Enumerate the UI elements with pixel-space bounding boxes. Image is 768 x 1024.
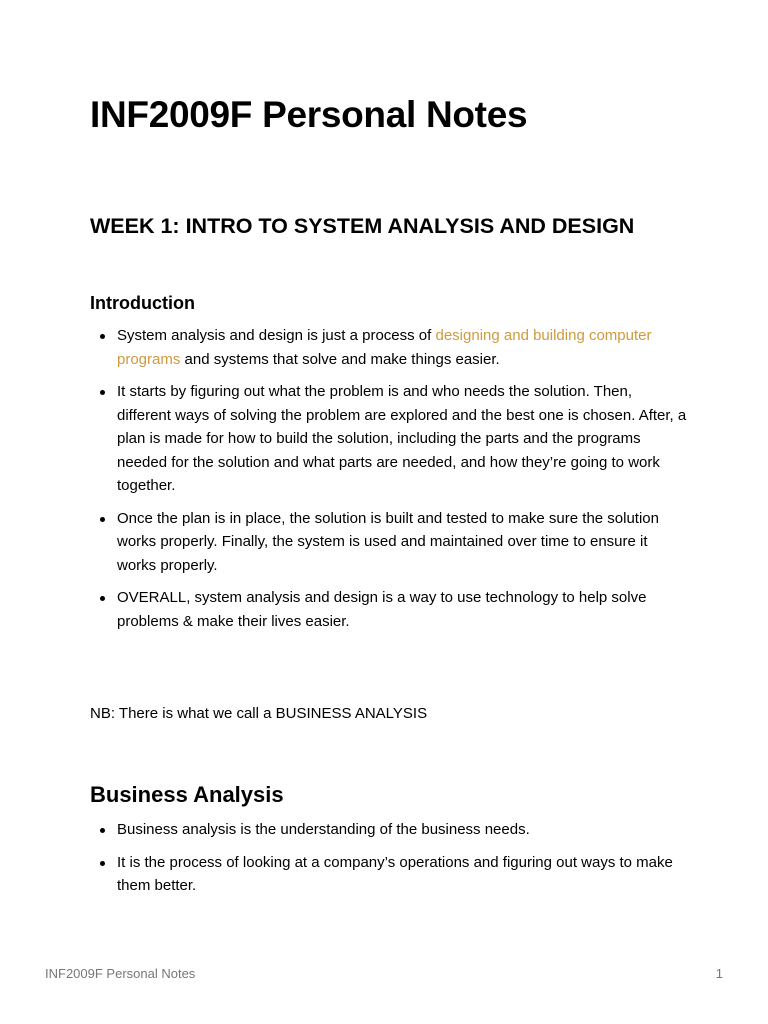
list-item (90, 507, 690, 578)
bullet-text: It is the process of looking at a company’s operations and figuring out ways to make them better. (117, 853, 673, 894)
list-item (90, 380, 690, 498)
document-title: INF2009F Personal Notes (90, 94, 528, 135)
bullet-text: It starts by figuring out what the problem is and who needs the solution. Then, different ways of solving the problem are explored and the best one is chosen. After, a plan is made for how to build the solution, including the parts and the programs needed for the solution and what parts are needed, and how they’re going to work together. (117, 383, 687, 494)
introduction-list (90, 324, 690, 642)
bullet-text: Business analysis is the understanding of the business needs. (117, 821, 530, 838)
business-analysis-list (90, 818, 690, 907)
list-item (90, 851, 690, 898)
introduction-heading: Introduction (90, 293, 195, 313)
highlighted-link[interactable]: designing and building computer programs (117, 327, 652, 368)
bullet-icon (100, 334, 105, 339)
bullet-icon (100, 861, 105, 866)
bullet-icon (100, 517, 105, 522)
business-analysis-heading: Business Analysis (90, 782, 284, 807)
bullet-text: System analysis and design is just a process of (117, 327, 436, 344)
bullet-text: and systems that solve and make things easier. (180, 350, 500, 368)
bullet-text: Once the plan is in place, the solution is built and tested to make sure the solution works properly. Finally, the system is used and maintained over time to ensure it works properly. (117, 509, 659, 574)
list-item (90, 818, 690, 842)
list-item (90, 324, 690, 371)
bullet-icon (100, 390, 105, 395)
bullet-icon (100, 596, 105, 601)
page-number: 1 (715, 966, 723, 981)
nb-note: NB: There is what we call a BUSINESS ANALYSIS (90, 705, 428, 722)
footer-title: INF2009F Personal Notes (45, 966, 196, 981)
week-heading: WEEK 1: INTRO TO SYSTEM ANALYSIS AND DESIGN (90, 214, 635, 238)
bullet-icon (100, 828, 105, 833)
list-item (90, 586, 690, 633)
bullet-text: OVERALL, system analysis and design is a way to use technology to help solve problems & make their lives easier. (117, 589, 647, 630)
